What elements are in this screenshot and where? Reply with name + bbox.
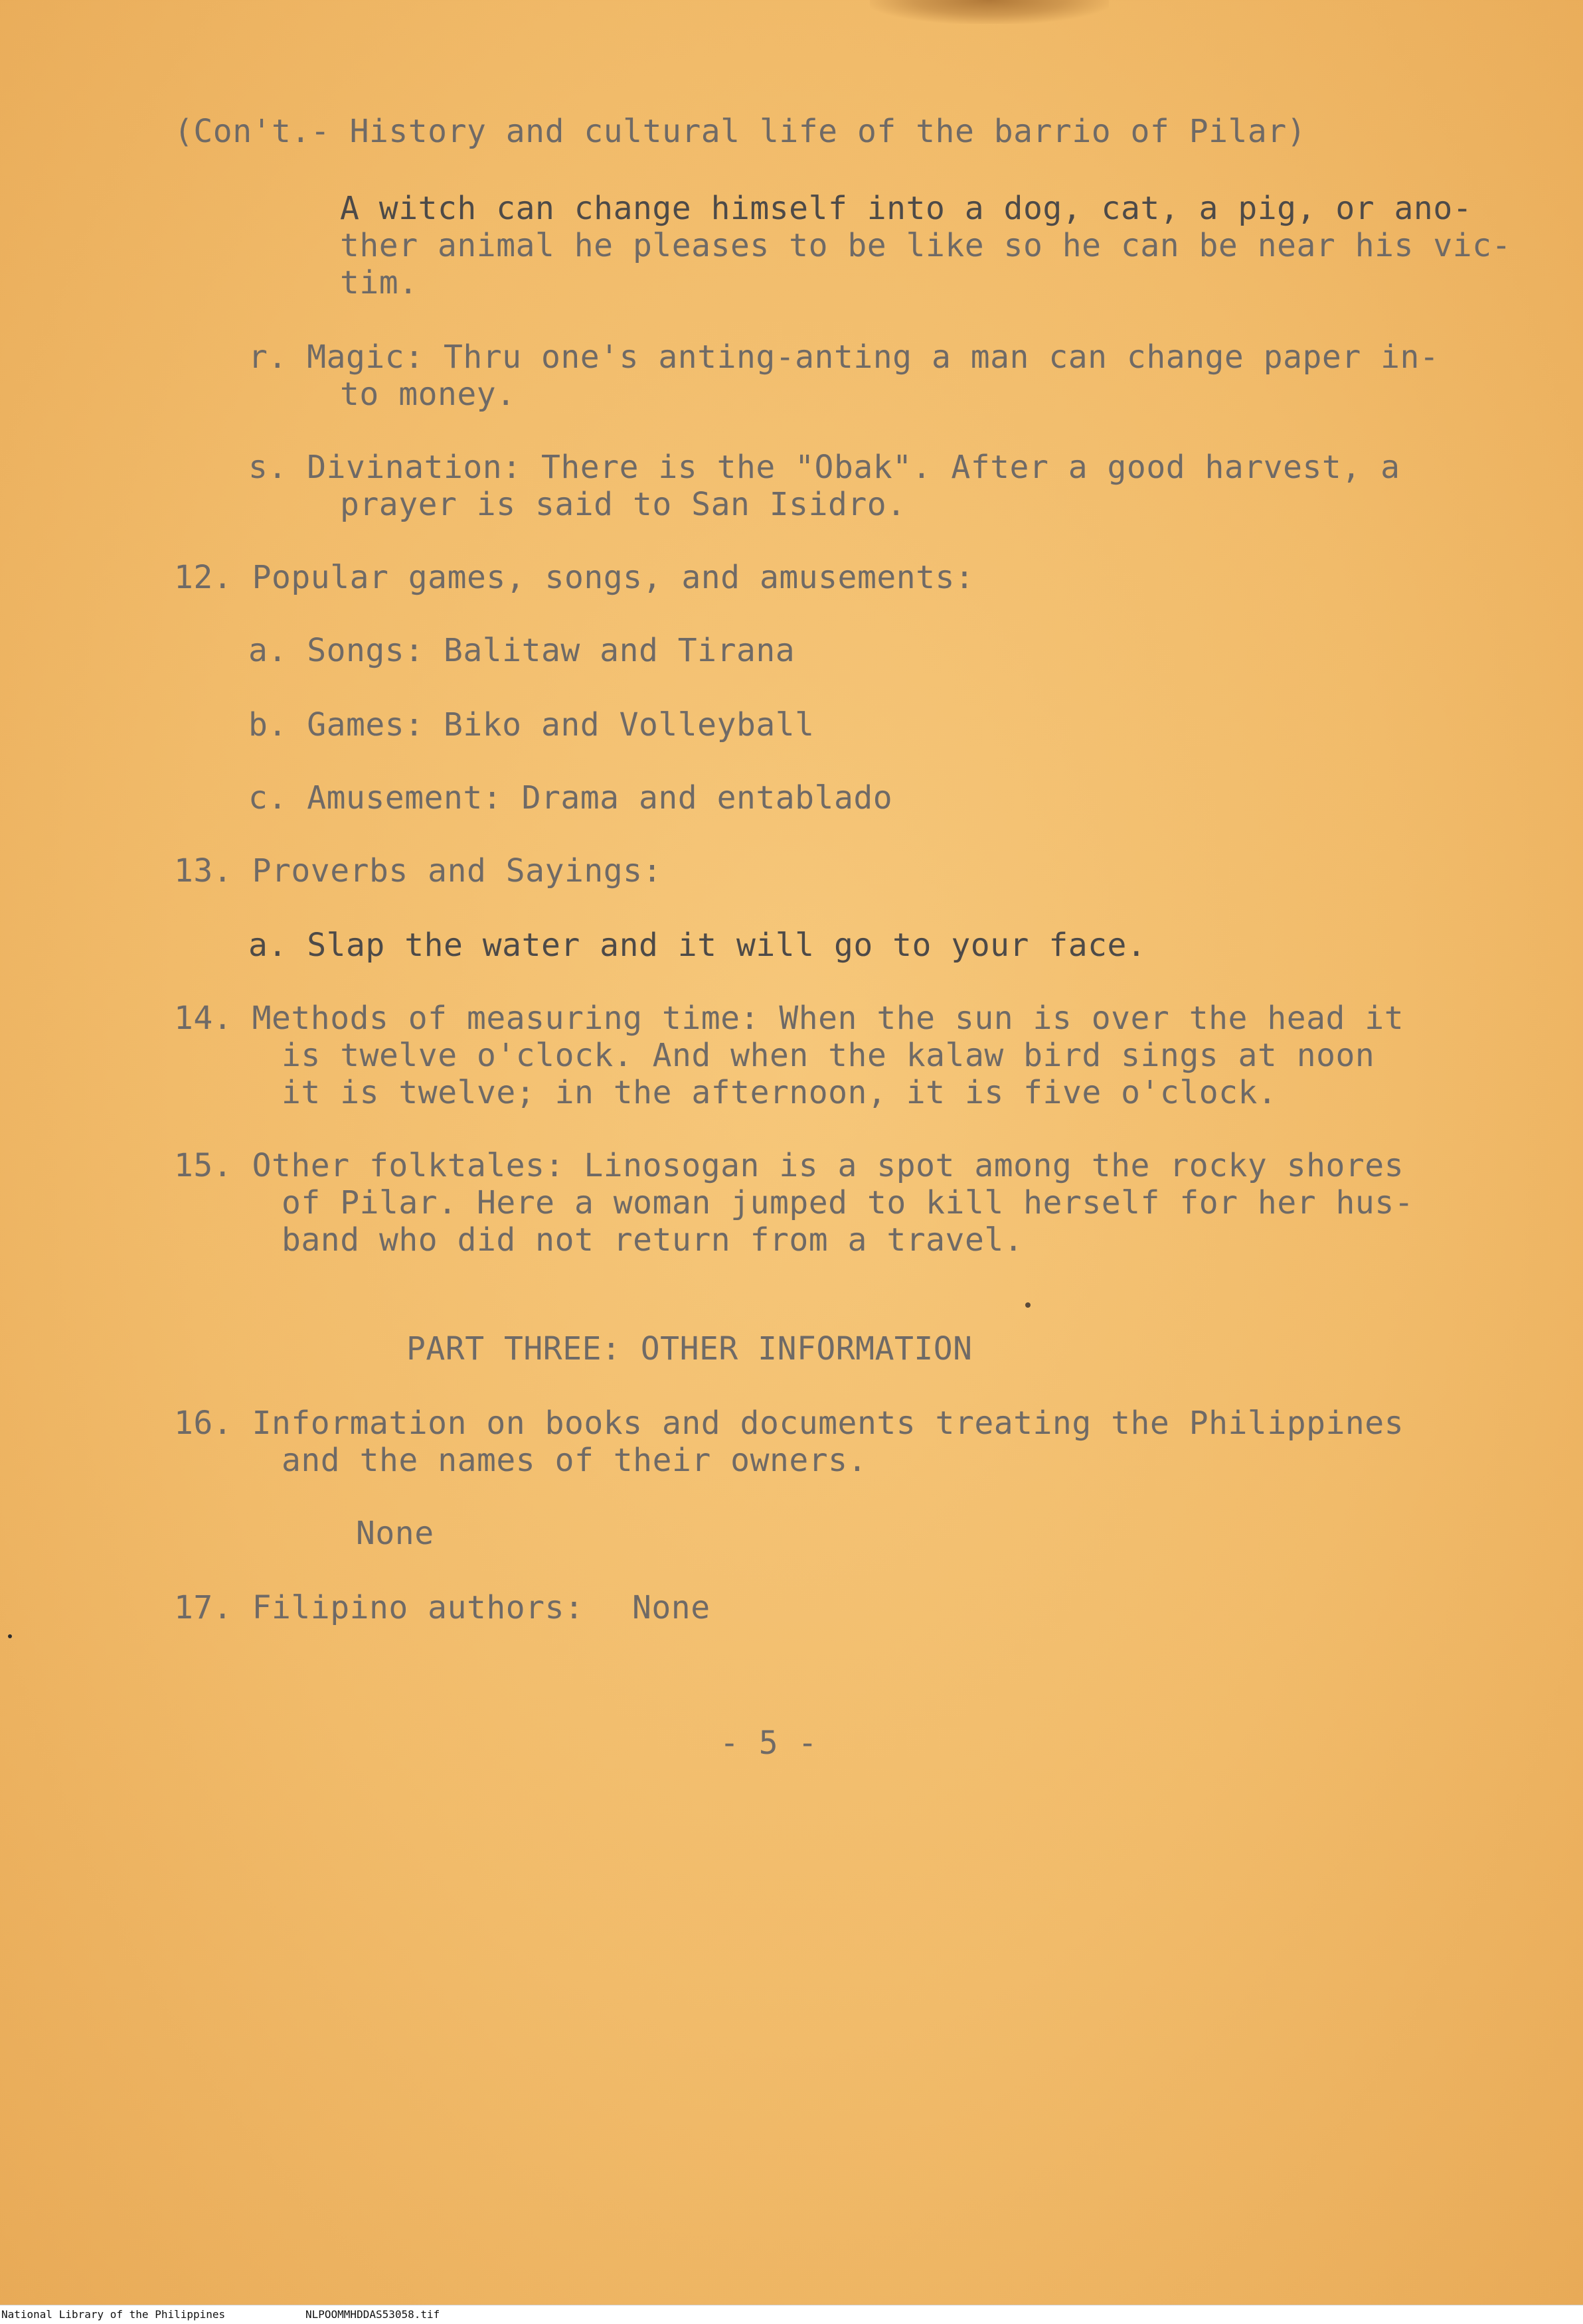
item-16-answer: None xyxy=(356,1515,434,1552)
item-r-magic-line-1: r. Magic: Thru one's anting-anting a man can change paper in- xyxy=(248,339,1440,376)
item-17-label: 17. Filipino authors: xyxy=(174,1589,584,1626)
paper-stain xyxy=(870,0,1109,24)
item-15-line-2: of Pilar. Here a woman jumped to kill herself for her hus- xyxy=(282,1184,1414,1221)
footer-library-label: National Library of the Philippines xyxy=(1,2308,226,2321)
item-r-magic-line-2: to money. xyxy=(340,376,516,413)
item-14-line-3: it is twelve; in the afternoon, it is five o'clock. xyxy=(282,1074,1278,1111)
page-number: - 5 - xyxy=(720,1725,817,1762)
item-15-line-3: band who did not return from a travel. xyxy=(282,1221,1024,1259)
item-13-heading: 13. Proverbs and Sayings: xyxy=(174,852,662,890)
witch-text-line-2: ther animal he pleases to be like so he can be near his vic- xyxy=(340,227,1511,264)
item-16-line-2: and the names of their owners. xyxy=(282,1442,867,1479)
witch-text-line-3: tim. xyxy=(340,264,418,301)
ink-speck xyxy=(1025,1302,1031,1308)
witch-text-line-1: A witch can change himself into a dog, cat, a pig, or ano- xyxy=(340,190,1473,227)
item-12-amusement: c. Amusement: Drama and entablado xyxy=(248,779,893,816)
item-17-answer: None xyxy=(632,1589,710,1626)
item-s-divination-line-2: prayer is said to San Isidro. xyxy=(340,486,906,523)
item-16-line-1: 16. Information on books and documents treating the Philippines xyxy=(174,1405,1404,1442)
part-three-heading: PART THREE: OTHER INFORMATION xyxy=(406,1330,973,1367)
item-12-heading: 12. Popular games, songs, and amusements: xyxy=(174,559,975,596)
item-12-songs: a. Songs: Balitaw and Tirana xyxy=(248,632,795,669)
item-13-proverb: a. Slap the water and it will go to your face. xyxy=(248,927,1147,964)
item-15-line-1: 15. Other folktales: Linosogan is a spot among the rocky shores xyxy=(174,1147,1404,1184)
item-12-games: b. Games: Biko and Volleyball xyxy=(248,706,815,743)
item-14-line-1: 14. Methods of measuring time: When the sun is over the head it xyxy=(174,1000,1404,1037)
footer-file-name: NLPOOMMHDDAS53058.tif xyxy=(305,2308,440,2321)
ink-speck xyxy=(8,1634,12,1638)
scan-footer xyxy=(0,2305,1583,2324)
item-14-line-2: is twelve o'clock. And when the kalaw bird sings at noon xyxy=(282,1037,1375,1074)
item-s-divination-line-1: s. Divination: There is the "Obak". After a good harvest, a xyxy=(248,449,1400,486)
continuation-header: (Con't.- History and cultural life of the barrio of Pilar) xyxy=(174,113,1307,150)
